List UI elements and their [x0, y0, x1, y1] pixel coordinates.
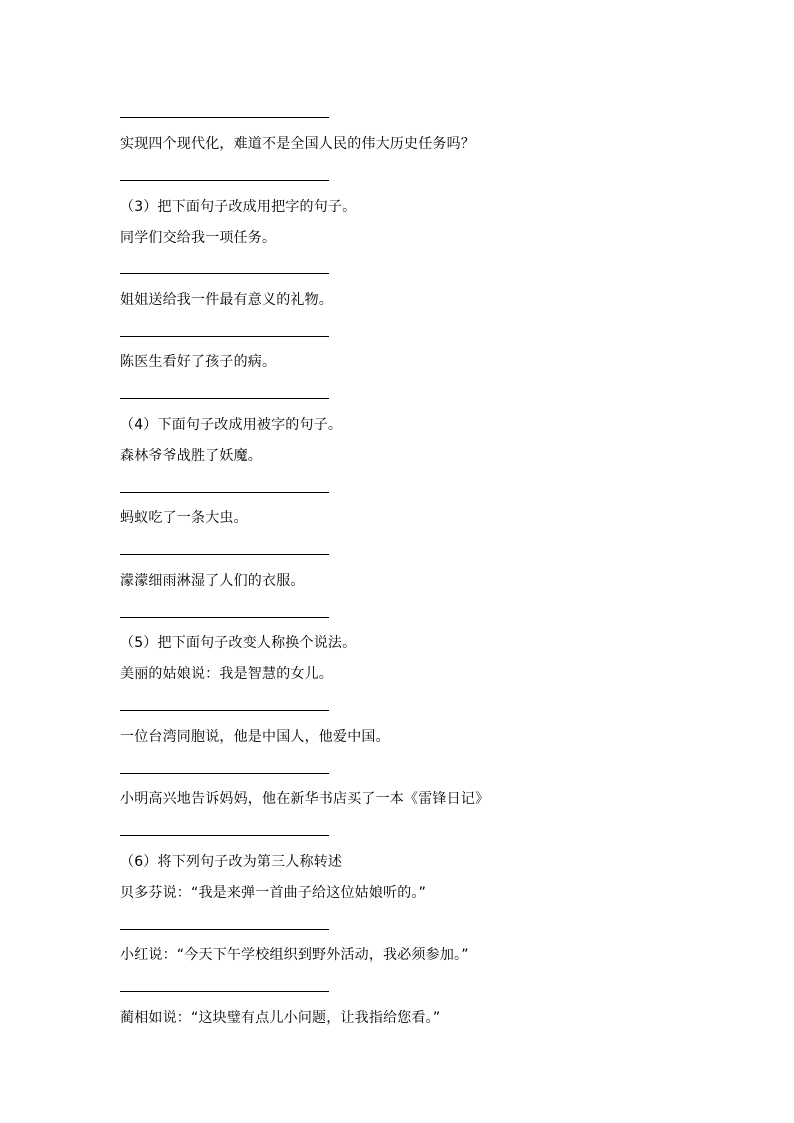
sentence: 姐姐送给我一件最有意义的礼物。	[120, 292, 333, 308]
sentence: 小明高兴地告诉妈妈，他在新华书店买了一本《雷锋日记》	[120, 791, 490, 807]
question-heading: （5）把下面句子改变人称换个说法。	[120, 635, 357, 651]
sentence: 陈医生看好了孩子的病。	[120, 354, 277, 370]
sentence: 实现四个现代化，难道不是全国人民的伟大历史任务吗？	[120, 136, 475, 152]
question-heading: （6）将下列句子改为第三人称转述	[120, 854, 343, 870]
sentence: 蚂蚁吃了一条大虫。	[120, 510, 248, 526]
sentence: 美丽的姑娘说：我是智慧的女儿。	[120, 666, 333, 682]
answer-line	[120, 273, 329, 274]
answer-line	[120, 710, 329, 711]
answer-line	[120, 929, 329, 930]
question-heading: （4）下面句子改成用被字的句子。	[120, 417, 343, 433]
answer-line	[120, 336, 329, 337]
answer-line	[120, 773, 329, 774]
sentence: 一位台湾同胞说，他是中国人，他爱中国。	[120, 729, 390, 745]
sentence: 小红说：“今天下午学校组织到野外活动，我必须参加。”	[120, 947, 469, 963]
answer-line	[120, 180, 329, 181]
answer-line	[120, 117, 329, 118]
answer-line	[120, 991, 329, 992]
answer-line	[120, 835, 329, 836]
sentence: 森林爷爷战胜了妖魔。	[120, 448, 262, 464]
answer-line	[120, 398, 329, 399]
answer-line	[120, 554, 329, 555]
sentence: 同学们交给我一项任务。	[120, 230, 277, 246]
question-heading: （3）把下面句子改成用把字的句子。	[120, 199, 357, 215]
sentence: 濛濛细雨淋湿了人们的衣服。	[120, 573, 305, 589]
sentence: 贝多芬说：“我是来弹一首曲子给这位姑娘听的。”	[120, 885, 427, 901]
sentence: 蔺相如说：“这块璧有点儿小问题，让我指给您看。”	[120, 1010, 441, 1026]
answer-line	[120, 617, 329, 618]
answer-line	[120, 492, 329, 493]
